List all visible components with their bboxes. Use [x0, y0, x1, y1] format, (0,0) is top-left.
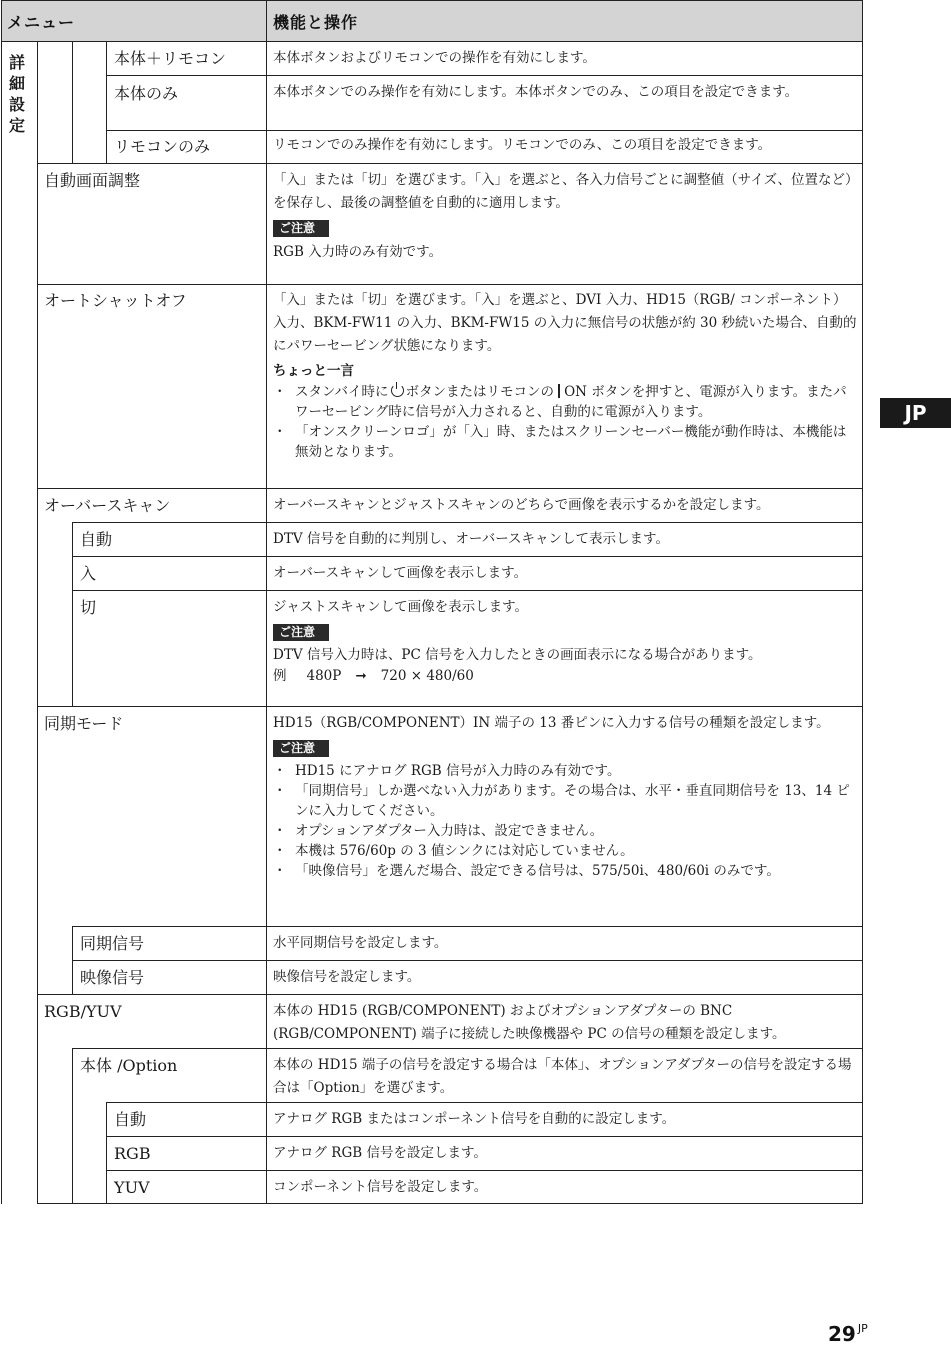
rule	[106, 1102, 862, 1103]
desc-ry-rgb: アナログ RGB 信号を設定します。	[273, 1145, 487, 1161]
desc-os-off-text: ジャストスキャンして画像を表示します。	[273, 599, 529, 615]
rule	[72, 960, 862, 961]
menu-item-rgb-yuv: RGB/YUV	[44, 1002, 122, 1021]
note-badge: ご注意	[273, 624, 329, 641]
menu-item-os-on: 入	[80, 564, 97, 583]
power-bar-icon	[558, 384, 560, 398]
menu-item-sync-mode: 同期モード	[44, 714, 124, 733]
hint-item: ・ 「オンスクリーンロゴ」が「入」時、またはスクリーンセーバー機能が動作時は、本機能は無効となります。	[273, 424, 847, 460]
rule	[106, 75, 862, 76]
desc-hontai-remocon: 本体ボタンおよびリモコンでの操作を有効にします。	[273, 50, 596, 66]
desc-ry-auto: アナログ RGB またはコンポーネント信号を自動的に設定します。	[273, 1111, 676, 1127]
section-label-detail-settings: 詳細設定	[8, 53, 25, 135]
menu-item-auto-shutoff: オートシャットオフ	[44, 291, 187, 310]
desc-auto-shutoff-text: 「入」または「切」を選びます。「入」を選ぶと、DVI 入力、HD15（RGB/ コンポーネント）入力、BKM-FW11 の入力、BKM-FW15 の入力に無信号の状態が約 30 秒続いた場合、自動的にパワーセービング状態になります。	[273, 292, 857, 354]
menu-item-hontai-remocon: 本体＋リモコン	[114, 49, 227, 68]
desc-auto-adjust	[273, 169, 857, 264]
desc-hontai-option: 本体の HD15 端子の信号を設定する場合は「本体」、オプションアダプターの信号を設定する場合は「Option」を選びます。	[273, 1057, 852, 1096]
note-item: ・ 「映像信号」を選んだ場合、設定できる信号は、575/50i、480/60i のみです。	[273, 863, 780, 879]
rule	[72, 1048, 862, 1049]
menu-item-os-auto: 自動	[80, 530, 113, 549]
hint-title: ちょっと一言	[273, 363, 354, 379]
rule	[106, 130, 862, 131]
language-tab: JP	[880, 398, 951, 428]
rule	[106, 1136, 862, 1137]
rule	[1, 0, 862, 1]
note-item: ・ HD15 にアナログ RGB 信号が入力時のみ有効です。	[273, 763, 621, 779]
rule	[1, 41, 862, 42]
menu-item-ry-auto: 自動	[114, 1110, 147, 1129]
rule	[72, 1048, 73, 1204]
note-badge: ご注意	[273, 220, 329, 237]
rule	[37, 488, 862, 489]
rule	[1, 0, 2, 1204]
rule	[106, 1102, 107, 1204]
desc-auto-shutoff	[273, 289, 857, 462]
desc-sync-signal: 水平同期信号を設定します。	[273, 935, 448, 951]
desc-ry-yuv: コンポーネント信号を設定します。	[273, 1179, 488, 1195]
rule	[106, 41, 107, 163]
rule	[862, 0, 863, 1204]
desc-os-on: オーバースキャンして画像を表示します。	[273, 565, 528, 581]
desc-os-off	[273, 596, 857, 686]
rule	[72, 926, 862, 927]
desc-hontai-nomi: 本体ボタンでのみ操作を有効にします。本体ボタンでのみ、この項目を設定できます。	[273, 84, 799, 100]
note-auto-adjust: RGB 入力時のみ有効です。	[273, 244, 443, 260]
menu-item-video-signal: 映像信号	[80, 968, 145, 987]
menu-item-os-off: 切	[80, 598, 97, 617]
power-icon	[391, 384, 404, 397]
desc-auto-adjust-text: 「入」または「切」を選びます。「入」を選ぶと、各入力信号ごとに調整値（サイズ、位置など）を保存し、最後の調整値を自動的に適用します。	[273, 172, 852, 211]
desc-remocon-nomi: リモコンでのみ操作を有効にします。リモコンでのみ、この項目を設定できます。	[273, 137, 772, 153]
rule	[37, 1203, 862, 1204]
menu-item-auto-adjust: 自動画面調整	[44, 171, 141, 190]
rule	[37, 163, 862, 164]
desc-sync-mode	[273, 712, 857, 881]
desc-rgb-yuv: 本体の HD15 (RGB/COMPONENT) およびオプションアダプターの BNC (RGB/COMPONENT) 端子に接続した映像機器や PC の信号の種類を設定します。	[273, 1003, 786, 1042]
desc-os-auto: DTV 信号を自動的に判別し、オーバースキャンして表示します。	[273, 531, 669, 547]
note-badge: ご注意	[273, 740, 329, 757]
hint-item: ・ スタンバイ時に ボタンまたはリモコンの ON ボタンを押すと、電源が入ります。またパワーセービング時に信号が入力されると、自動的に電源が入ります。	[273, 384, 847, 420]
desc-video-signal: 映像信号を設定します。	[273, 969, 421, 985]
menu-item-remocon-nomi: リモコンのみ	[114, 137, 211, 156]
rule	[37, 706, 862, 707]
rule	[72, 522, 73, 706]
menu-item-ry-rgb: RGB	[114, 1144, 151, 1163]
rule	[37, 41, 38, 1204]
rule	[72, 522, 862, 523]
menu-item-hontai-option: 本体 /Option	[80, 1056, 178, 1075]
header-menu: メニュー	[7, 13, 76, 32]
menu-item-overscan: オーバースキャン	[44, 496, 171, 515]
header-function: 機能と操作	[273, 13, 359, 32]
table-header	[1, 1, 862, 41]
menu-item-hontai-nomi: 本体のみ	[114, 84, 179, 103]
rule	[106, 1170, 862, 1171]
desc-sync-mode-text: HD15（RGB/COMPONENT）IN 端子の 13 番ピンに入力する信号の種類を設定します。	[273, 715, 830, 731]
menu-item-ry-yuv: YUV	[114, 1178, 150, 1197]
desc-overscan: オーバースキャンとジャストスキャンのどちらで画像を表示するかを設定します。	[273, 497, 770, 513]
rule	[72, 556, 862, 557]
rule	[72, 926, 73, 994]
note-os-off-example: 例 480P ➞ 720 × 480/60	[273, 668, 474, 684]
rule	[37, 994, 862, 995]
note-item: ・ 本機は 576/60p の 3 値シンクには対応していません。	[273, 843, 634, 859]
rule	[72, 590, 862, 591]
menu-item-sync-signal: 同期信号	[80, 934, 145, 953]
rule	[72, 41, 73, 163]
rule	[37, 284, 862, 285]
page-number: 29 $^{JP}$	[828, 1322, 868, 1346]
note-item: ・ オプションアダプター入力時は、設定できません。	[273, 823, 604, 839]
rule	[266, 0, 267, 1204]
note-item: ・ 「同期信号」しか選べない入力があります。その場合は、水平・垂直同期信号を 13、14 ピンに入力してください。	[273, 783, 850, 819]
note-os-off: DTV 信号入力時は、PC 信号を入力したときの画面表示になる場合があります。	[273, 647, 762, 663]
